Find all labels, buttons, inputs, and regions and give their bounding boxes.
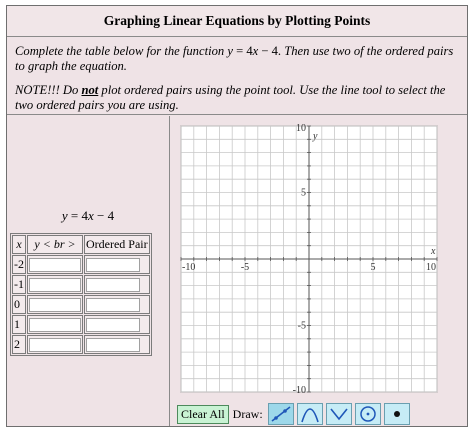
circle-tool-button[interactable] (355, 403, 381, 425)
point-tool-icon (386, 405, 408, 423)
note-text: NOTE!!! Do not plot ordered pairs using the point tool. Use the line tool to select the two ordered pairs you are using. (15, 83, 446, 112)
ordered-pair-input[interactable] (86, 278, 140, 292)
x-tick-label: 10 (426, 262, 436, 273)
table-row (12, 295, 150, 314)
title-text: Graphing Linear Equations by Plotting Points (103, 13, 371, 28)
table-row (12, 315, 150, 334)
ordered-pair-column-header: Ordered Pair (84, 235, 150, 254)
function-label: y = 4x − 4 (61, 208, 115, 223)
ordered-pairs-table (10, 233, 152, 356)
y-input[interactable] (29, 278, 81, 292)
graph-panel (169, 116, 469, 426)
ordered-pair-input[interactable] (86, 318, 140, 332)
point-tool-button[interactable] (384, 403, 410, 425)
x-column-header: x (12, 235, 26, 254)
draw-label: Draw: (232, 406, 263, 421)
y-axis-label: y (313, 131, 318, 142)
x-value: 1 (12, 315, 26, 334)
window-title (7, 6, 467, 37)
ordered-pair-input[interactable] (86, 298, 140, 312)
table-panel (7, 116, 169, 426)
clear-all-button[interactable]: Clear All (177, 405, 229, 424)
line-tool-icon (270, 405, 292, 423)
vertex-tool-icon (328, 405, 350, 423)
parabola-tool-button[interactable] (297, 403, 323, 425)
y-tick-label: -5 (297, 320, 306, 332)
draw-toolbar (177, 402, 410, 426)
vertex-tool-button[interactable] (326, 403, 352, 425)
y-input[interactable] (29, 258, 81, 272)
x-value: 2 (12, 335, 26, 354)
x-tick-label: 5 (370, 262, 376, 273)
y-tick-label: 10 (296, 123, 306, 134)
y-input[interactable] (29, 298, 81, 312)
circle-tool-icon (357, 405, 379, 423)
ordered-pair-input[interactable] (86, 338, 140, 352)
x-tick-label: -10 (182, 262, 196, 273)
ordered-pair-input[interactable] (86, 258, 140, 272)
y-input[interactable] (29, 338, 81, 352)
x-value: -2 (12, 255, 26, 274)
table-row (12, 335, 150, 354)
table-row (12, 255, 150, 274)
graphing-window (6, 5, 468, 427)
x-value: 0 (12, 295, 26, 314)
table-row (12, 275, 150, 294)
instructions-panel (7, 37, 467, 115)
x-value: -1 (12, 275, 26, 294)
instruction-text: Complete the table below for the function y = 4x − 4. Then use two of the ordered pairs to graph the equation. (15, 44, 454, 73)
line-tool-button[interactable] (268, 403, 294, 425)
y-tick-label: 5 (301, 187, 306, 199)
y-input[interactable] (29, 318, 81, 332)
y-tick-label: -10 (292, 385, 306, 396)
x-axis-label: x (431, 246, 436, 257)
parabola-tool-icon (299, 405, 321, 423)
x-tick-label: -5 (240, 262, 250, 273)
table-header-row (12, 235, 150, 254)
y-column-header: y < br > (27, 235, 83, 254)
coordinate-grid[interactable] (175, 120, 443, 398)
